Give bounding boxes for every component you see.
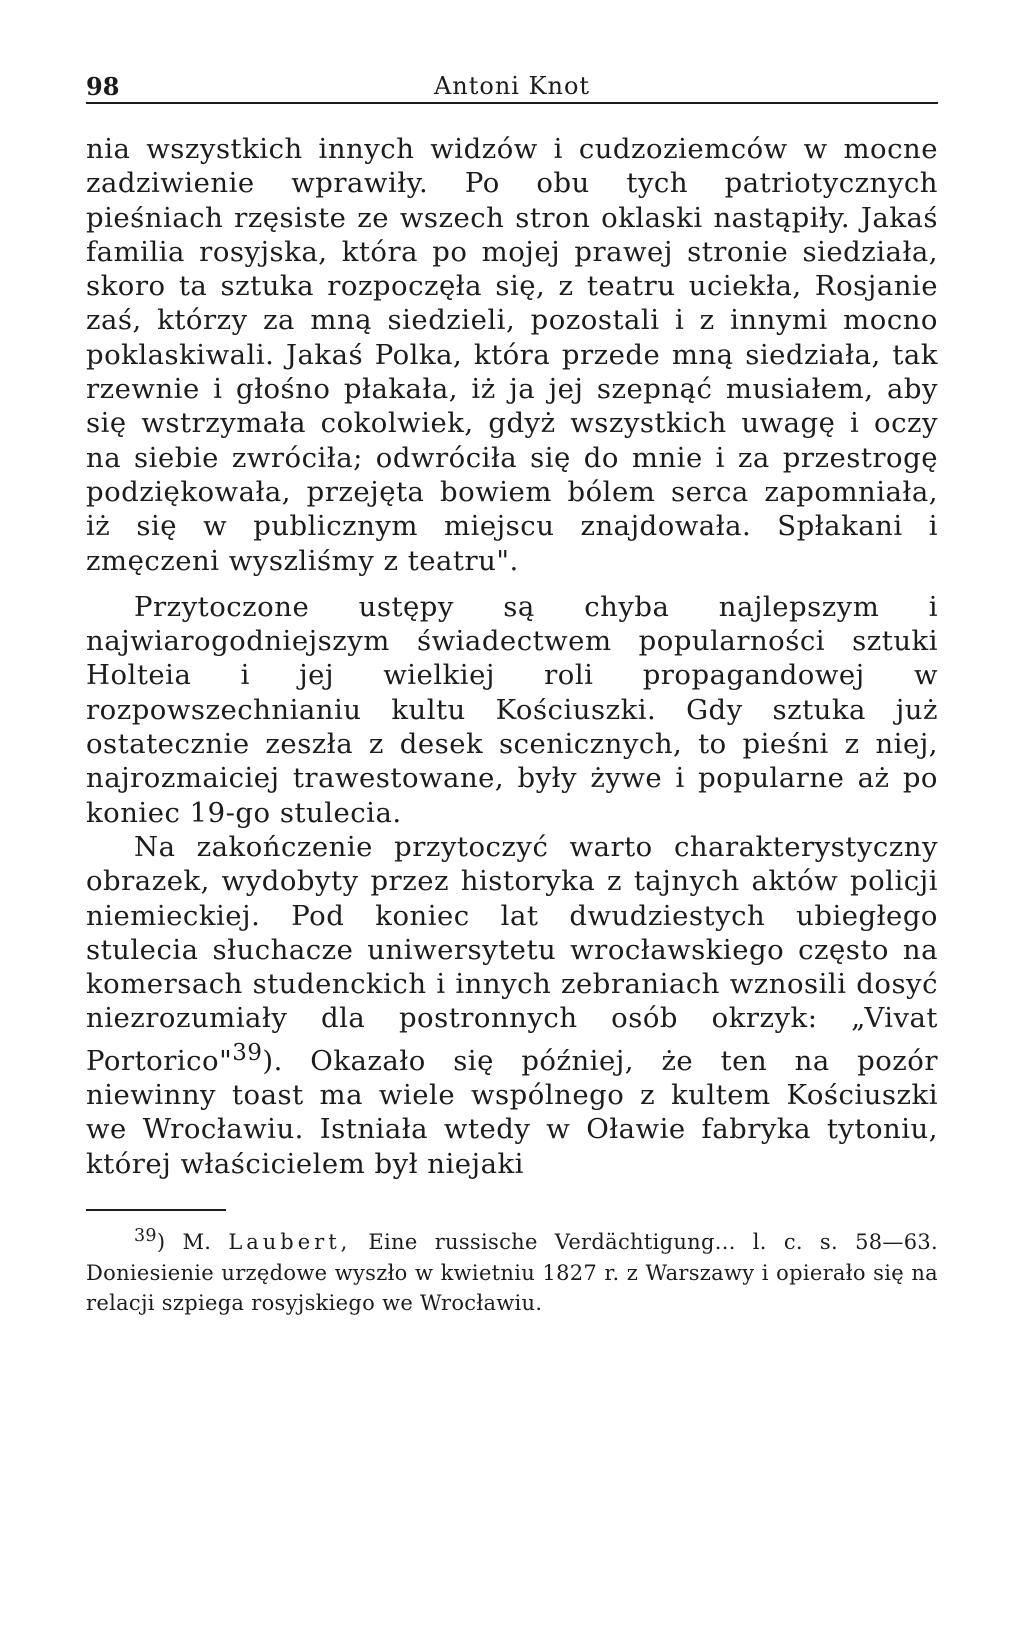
footnote-text: Eine russische Verdächtigung... l. c. s. 58—63. Doniesienie urzędowe wyszło w kwietniu 1827 r. z Warszawy i opierało się na relacji szpiega rosyjskiego we Wrocławiu. xyxy=(86,1230,938,1316)
footnote-marker: 39 xyxy=(134,1226,157,1247)
body-text xyxy=(86,132,938,1181)
running-head: Antoni Knot xyxy=(433,72,591,100)
paragraph-continuation: nia wszystkich innych widzów i cudzoziemców w mocne zadziwienie wprawiły. Po obu tych patriotycznych pieśniach rzęsiste ze wszech stron oklaski nastąpiły. Jakaś familia rosyjska, która po mojej prawej stronie siedziała, skoro ta sztuka rozpoczęła się, z teatru uciekła, Rosjanie zaś, którzy za mną siedzieli, pozostali i z innymi mocno poklaskiwali. Jakaś Polka, która przede mną siedziała, tak rzewnie i głośno płakała, iż ja jej szepnąć musiałem, aby się wstrzymała cokolwiek, gdyż wszystkich uwagę i oczy na siebie zwróciła; odwróciła się do mnie i za przestrogę podziękowała, przejęta bowiem bólem serca zapomniała, iż się w publicznym miejscu znajdowała. Spłakani i zmęczeni wyszliśmy z teatru". xyxy=(86,133,938,577)
page-header xyxy=(86,58,938,104)
book-page xyxy=(86,58,938,1319)
paragraph-portorico xyxy=(86,830,938,1181)
paragraph-portorico-text-a: Na zakończenie przytoczyć warto charakterystyczny obrazek, wydobyty przez historyka z tajnych aktów policji niemieckiej. Pod koniec lat dwudziestych ubiegłego stulecia słuchacze uniwersytetu wrocławskiego często na komersach studenckich i innych zebraniach wznosili dosyć niezrozumiały dla postronnych osób okrzyk: „Vivat Portorico" xyxy=(86,830,938,1077)
paragraph-holtei: Przytoczone ustępy są chyba najlepszym i najwiarogodniejszym świadectwem popularności sztuki Holteia i jej wielkiej roli propagandowej w rozpowszechnianiu kultu Kościuszki. Gdy sztuka już ostatecznie zeszła z desek scenicznych, to pieśni z niej, najrozmaiciej trawestowane, były żywe i popularne aż po koniec 19-go stulecia. xyxy=(86,590,938,829)
footnote-reference: 39 xyxy=(232,1039,263,1066)
page-number: 98 xyxy=(86,72,120,101)
footnote-author-prefix: ) M. xyxy=(156,1230,229,1255)
paragraph-portorico-text-b: ). Okazało się później, że ten na pozór niewinny toast ma wiele wspólnego z kultem Kościuszki we Wrocławiu. Istniała wtedy w Oławie fabryka tytoniu, której właścicielem był niejaki xyxy=(86,1044,938,1180)
footnote-author: Laubert, xyxy=(228,1230,352,1255)
footnote xyxy=(86,1221,938,1319)
footnote-divider xyxy=(86,1209,226,1211)
